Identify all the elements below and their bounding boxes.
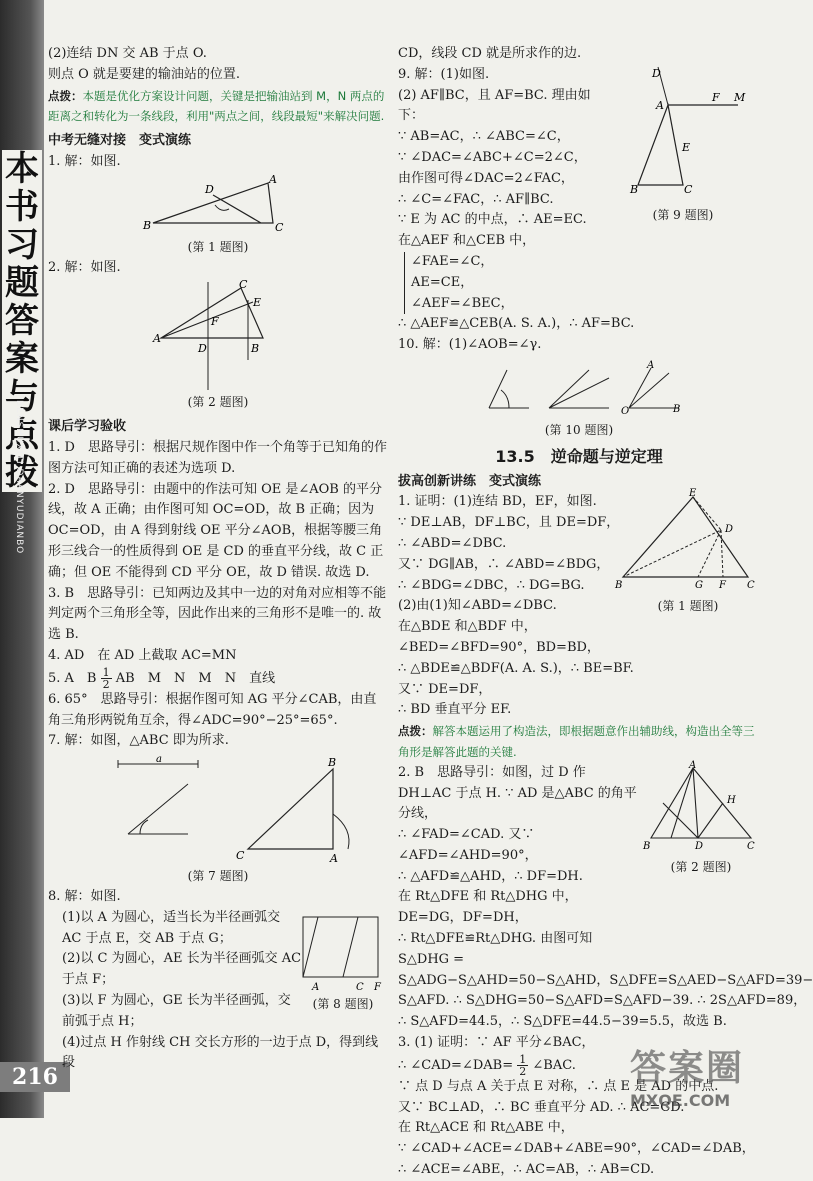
- proof-line: 又∵ DE=DF，: [398, 681, 492, 697]
- tip-label: 点拨：: [48, 88, 83, 103]
- answer-paragraph: 2. D 思路导引：由题中的作法可知 OE 是∠AOB 的平分线，故 A 正确；由作图可知 OC=OD，故 B 正确；因为 OC=OD，由 A 得到射线 OE 平分∠AOB，根据等腰三角形三线合一的性质得到 OE 是 CD 的垂直平分线，故 C 正确；但 OE 不能得到 CD 平分 OE，故 D 错误. 故选 D.: [48, 481, 384, 580]
- fraction: [101, 667, 112, 690]
- svg-text:B: B: [673, 403, 681, 415]
- section-heading: 课后学习验收: [48, 419, 127, 435]
- answer-line: ∴ ∠FAD=∠CAD. 又∵ ∠AFD=∠AHD=90°，: [398, 827, 538, 863]
- answer-line: ∵ E 为 AC 的中点，∴ AE=EC.: [398, 212, 587, 228]
- answer-part: 5. A B: [48, 670, 97, 686]
- answer-line: ∴ S△AFD=44.5，∴ S△DFE=44.5−39=5.5，故选 B.: [398, 1014, 727, 1030]
- proof-line: 1. 证明：(1)连结 BD，EF，如图.: [398, 494, 597, 510]
- condition-line: ∠AEF=∠BEC，: [411, 295, 514, 311]
- proof-line: ∴ △BDE≌△BDF(A. A. S.)，∴ BE=BF.: [398, 660, 634, 676]
- svg-text:O: O: [621, 405, 630, 417]
- denominator: 2: [102, 677, 110, 691]
- figure-p1-diagram: [613, 488, 758, 592]
- answer-line: 4. AD 在 AD 上截取 AC=MN: [48, 647, 237, 663]
- proof-line: 在 Rt△ACE 和 Rt△ABE 中，: [398, 1120, 574, 1136]
- svg-text:A: A: [312, 981, 320, 993]
- answer-line: ∵ AB=AC，∴ ∠ABC=∠C，: [398, 129, 570, 145]
- svg-text:E: E: [253, 296, 262, 310]
- svg-text:A: A: [647, 359, 655, 371]
- answer-line: 2. 解：如图.: [48, 259, 121, 275]
- left-column: [48, 44, 388, 1074]
- answer-line: 9. 解：(1)如图.: [398, 66, 490, 82]
- text-line: 则点 O 就是要建的输油站的位置.: [48, 66, 241, 82]
- step-line: (3)以 F 为圆心，GE 长为半径画弧，交前弧于点 H；: [62, 992, 291, 1029]
- svg-text:G: G: [695, 580, 703, 592]
- svg-text:E: E: [682, 140, 691, 154]
- proof-line: ∠BED=∠BFD=90°，BD=BD，: [398, 639, 600, 655]
- svg-text:B: B: [630, 182, 639, 196]
- figure-2-diagram: [153, 280, 283, 390]
- svg-text:D: D: [695, 840, 704, 852]
- proof-line: 在△BDE 和△BDF 中，: [398, 619, 537, 635]
- figure-8-diagram: [298, 912, 388, 992]
- figure-caption: (第 1 题图): [187, 239, 249, 254]
- fraction: [517, 1054, 528, 1077]
- proof-line: 又∵ BC⊥AD，∴ BC 垂直平分 AD. ∴ AC=CD.: [398, 1099, 685, 1115]
- numerator: 1: [519, 1052, 527, 1066]
- tip-text: 解答本题运用了构造法，即根据题意作出辅助线，构造出全等三角形是解答此题的关键.: [398, 724, 755, 759]
- denominator: 2: [519, 1064, 527, 1078]
- proof-line: 又∵ DG∥AB，∴ ∠ABD=∠BDG，: [398, 556, 610, 572]
- svg-text:E: E: [689, 488, 697, 500]
- svg-text:D: D: [652, 66, 661, 80]
- answer-line: S△AFD. ∴ S△DHG=50−S△AFD=S△AFD−39. ∴ 2S△AFD=89，: [398, 993, 807, 1009]
- svg-text:C: C: [236, 849, 245, 863]
- step-line: (1)以 A 为圆心，适当长为半径画弧交 AC 于点 E，交 AB 于点 G；: [62, 909, 281, 946]
- proof-line: ∴ ∠BDG=∠DBC，∴ DG=BG.: [398, 577, 585, 593]
- answer-line: 2. B 思路导引：如图，过 D 作 DH⊥AC 于点 H. ∵ AD 是△ABC 的角平分线，: [398, 764, 637, 822]
- svg-text:C: C: [275, 220, 284, 234]
- condition-line: ∠FAE=∠C，: [411, 253, 494, 269]
- svg-text:F: F: [712, 90, 720, 104]
- step-line: (2)以 C 为圆心，AE 长为半径画弧交 AC 于点 F；: [62, 951, 302, 988]
- watermark-logo-text: 答案圈: [630, 1048, 745, 1089]
- spine-char: 与: [5, 377, 39, 417]
- answer-paragraph: 6. 65° 思路导引：根据作图可知 AG 平分∠CAB，由直角三角形两锐角互余，得∠ADC=90°−25°=65°.: [48, 691, 377, 728]
- figure-caption: (第 9 题图): [652, 207, 714, 222]
- spine-char: 拨: [5, 453, 39, 493]
- answer-line: 10. 解：(1)∠AOB=∠γ.: [398, 337, 542, 353]
- answer-line: ∴ Rt△DFE≌Rt△DHG. 由图可知 S△DHG =: [398, 931, 593, 967]
- svg-text:C: C: [356, 981, 364, 993]
- spine-pinyin: BENSHUXITI DAANYUDIANBO: [14, 400, 24, 555]
- answer-line: 7. 解：如图，△ABC 即为所求.: [48, 733, 229, 749]
- spine-char: 本: [5, 149, 39, 189]
- svg-text:B: B: [143, 218, 152, 232]
- step-line: (4)过点 H 作射线 CH 交长方形的一边于点 D，得到线段: [62, 1034, 379, 1071]
- text-line: CD，线段 CD 就是所求作的边.: [398, 46, 582, 61]
- answer-paragraph: 1. D 思路导引：根据尺规作图中作一个角等于已知角的作图方法可知正确的表述为选项 D.: [48, 439, 387, 476]
- proof-line: (2)由(1)知∠ABD=∠DBC.: [398, 598, 557, 614]
- condition-line: AE=CE，: [411, 274, 474, 290]
- figure-1-diagram: [143, 172, 293, 235]
- figure-10-diagram: [479, 358, 679, 418]
- section-heading: 拔高创新讲练 变式演练: [398, 473, 542, 489]
- answer-line: 1. 解：如图.: [48, 153, 121, 169]
- proof-line: ∵ DE⊥AB，DF⊥BC，且 DE=DF，: [398, 515, 620, 531]
- svg-text:B: B: [643, 840, 651, 852]
- svg-text:F: F: [211, 315, 219, 329]
- answer-line: (2) AF∥BC，且 AF=BC. 理由如下：: [398, 87, 591, 124]
- svg-text:B: B: [251, 342, 260, 356]
- svg-text:A: A: [330, 852, 338, 866]
- svg-text:a: a: [156, 754, 162, 766]
- svg-text:H: H: [727, 794, 736, 806]
- svg-text:A: A: [656, 98, 664, 112]
- answer-line: [48, 667, 388, 690]
- spine-char: 题: [5, 263, 39, 303]
- figure-caption: (第 8 题图): [312, 996, 374, 1011]
- numerator: 1: [102, 665, 110, 679]
- spine-char: 点: [5, 415, 39, 455]
- svg-text:C: C: [239, 278, 248, 292]
- answer-line: ∵ ∠DAC=∠ABC+∠C=2∠C，: [398, 149, 587, 165]
- svg-text:D: D: [725, 524, 734, 536]
- proof-line: ∴ BD 垂直平分 EF.: [398, 702, 512, 718]
- tip-note: [398, 721, 760, 763]
- svg-text:M: M: [734, 90, 746, 104]
- condition-brace: [404, 252, 613, 314]
- right-column: [398, 44, 813, 1181]
- tip-note: [48, 86, 388, 128]
- answer-part: AB M N M N 直线: [115, 670, 276, 686]
- proof-line: ∴ ∠ACE=∠ABE，∴ AC=AB，∴ AB=CD.: [398, 1162, 655, 1178]
- svg-text:F: F: [719, 580, 726, 592]
- figure-caption: (第 2 题图): [670, 859, 732, 874]
- svg-text:C: C: [747, 580, 755, 592]
- proof-line: ∵ ∠CAD+∠ACE=∠DAB+∠ABE=90°，∠CAD=∠DAB，: [398, 1141, 755, 1157]
- figure-caption: (第 7 题图): [187, 869, 249, 884]
- answer-line: 8. 解：如图.: [48, 888, 121, 904]
- figure-p2-diagram: [643, 759, 758, 853]
- svg-text:C: C: [747, 840, 755, 852]
- book-spine: [0, 0, 44, 1118]
- figure-caption: (第 2 题图): [187, 395, 249, 410]
- site-watermark: [630, 1040, 760, 1110]
- svg-text:C: C: [684, 182, 693, 196]
- proof-part: ∠BAC.: [532, 1057, 576, 1073]
- proof-part: ∴ ∠CAD=∠DAB=: [398, 1057, 514, 1073]
- svg-text:A: A: [153, 332, 161, 346]
- section-title: 13.5 逆命题与逆定理: [495, 446, 663, 466]
- watermark-url: MXQE.COM: [630, 1091, 731, 1110]
- spine-char: 答: [5, 301, 39, 341]
- text-line: (2)连结 DN 交 AB 于点 O.: [48, 46, 207, 61]
- answer-line: 在△AEF 和△CEB 中，: [398, 233, 536, 249]
- svg-text:A: A: [269, 172, 277, 186]
- figure-9-diagram: [608, 65, 748, 195]
- answer-line: ∴ △AEF≌△CEB(A. S. A.)，∴ AF=BC.: [398, 316, 635, 332]
- proof-line: ∵ 点 D 与点 A 关于点 E 对称，∴ 点 E 是 AD 的中点.: [398, 1078, 719, 1094]
- section-heading: 中考无缝对接 变式演练: [48, 133, 192, 149]
- figure-caption: (第 1 题图): [657, 599, 719, 614]
- proof-line: 3. (1) 证明：∵ AF 平分∠BAC，: [398, 1035, 595, 1051]
- spine-char: 书: [5, 187, 39, 227]
- answer-paragraph: 3. B 思路导引：已知两边及其中一边的对角对应相等不能判定两个三角形全等，因此作出来的三角形不是唯一的. 故选 B.: [48, 585, 387, 643]
- svg-text:D: D: [198, 342, 207, 356]
- answer-line: 由作图可得∠DAC=2∠FAC，: [398, 170, 574, 186]
- spine-char: 案: [5, 339, 39, 379]
- svg-text:A: A: [689, 759, 697, 771]
- tip-text: 本题是优化方案设计问题，关键是把输油站到 M，N 两点的距离之和转化为一条线段，利用"两点之间，线段最短"来解决问题.: [48, 88, 385, 124]
- answer-line: ∴ △AFD≌△AHD，∴ DF=DH.: [398, 868, 583, 884]
- svg-text:B: B: [328, 756, 337, 770]
- tip-label: 点拨：: [398, 724, 433, 739]
- svg-text:B: B: [615, 580, 623, 592]
- spine-char: 习: [5, 225, 39, 265]
- answer-line: 在 Rt△DFE 和 Rt△DHG 中，DE=DG，DF=DH，: [398, 889, 578, 926]
- figure-caption: (第 10 题图): [544, 422, 614, 437]
- page-number: 216: [0, 1062, 70, 1092]
- answer-line: ∴ ∠C=∠FAC，∴ AF∥BC.: [398, 191, 554, 207]
- answer-line: S△ADG−S△AHD=50−S△AHD，S△DFE=S△AED−S△AFD=39−: [398, 972, 813, 988]
- figure-7-diagram: [78, 754, 358, 864]
- proof-line: ∴ ∠ABD=∠DBC.: [398, 535, 507, 551]
- svg-text:F: F: [374, 981, 381, 993]
- svg-text:D: D: [205, 182, 214, 196]
